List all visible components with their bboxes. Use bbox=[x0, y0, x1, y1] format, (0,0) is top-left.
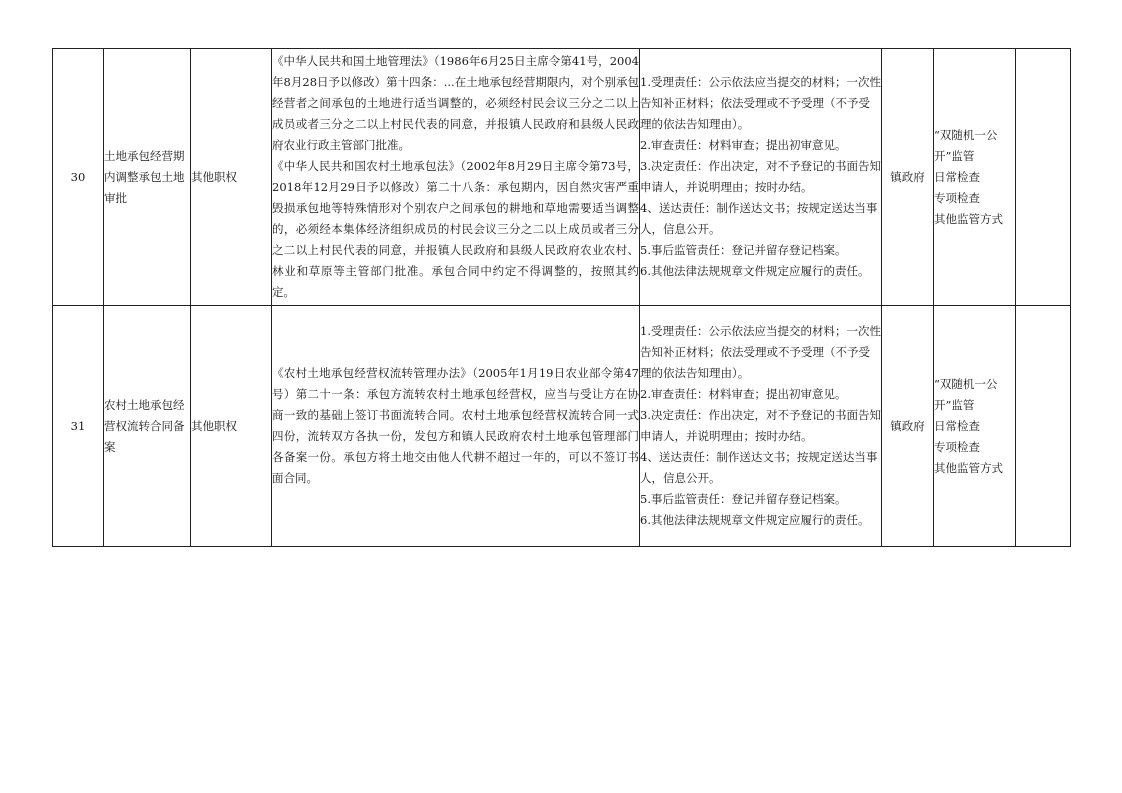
table-row bbox=[53, 49, 1071, 306]
row-number: 31 bbox=[53, 306, 104, 547]
row-number: 30 bbox=[53, 49, 104, 306]
responsibility-item: 6.其他法律法规规章文件规定应履行的责任。 bbox=[640, 513, 870, 527]
responsibility-item: 5.事后监管责任：登记并留存登记档案。 bbox=[640, 492, 847, 506]
implementing-organ: 镇政府 bbox=[882, 49, 934, 306]
power-type: 其他职权 bbox=[191, 306, 272, 547]
item-name: 土地承包经营期内调整承包土地审批 bbox=[104, 49, 191, 306]
responsibility-item: 3.决定责任：作出决定，对不予登记的书面告知申请人，并说明理由；按时办结。 bbox=[640, 159, 881, 194]
remark-cell bbox=[1016, 306, 1071, 547]
legal-basis bbox=[272, 49, 640, 306]
responsibility-item: 2.审查责任：材料审查；提出初审意见。 bbox=[640, 387, 847, 401]
table-row bbox=[53, 306, 1071, 547]
supervision-item: 专项检查 bbox=[934, 439, 980, 454]
power-type: 其他职权 bbox=[191, 49, 272, 306]
responsibility-item: 5.事后监管责任：登记并留存登记档案。 bbox=[640, 243, 847, 257]
supervision-item: 其他监管方式 bbox=[934, 211, 1003, 226]
basis-paragraph: 《中华人民共和国土地管理法》（1986年6月25日主席令第41号，2004年8月28日予以修改）第十四条：...在土地承包经营期限内，对个别承包经营者之间承包的土地进行适当调整的，必须经村民会议三分之二以上成员或者三分之二以上村民代表的同意，并报镇人民政府和县级人民政府农业行政主管部门批准。 bbox=[272, 54, 639, 152]
supervision-item: “双随机一公开”监管 bbox=[934, 376, 998, 412]
supervision-item: “双随机一公开”监管 bbox=[934, 127, 998, 163]
responsibility-list bbox=[640, 306, 882, 547]
supervision-methods bbox=[934, 49, 1016, 306]
legal-basis bbox=[272, 306, 640, 547]
implementing-organ: 镇政府 bbox=[882, 306, 934, 547]
responsibility-item: 1.受理责任：公示依法应当提交的材料；一次性告知补正材料；依法受理或不予受理（不予受理的依法告知理由）。 bbox=[640, 75, 881, 131]
responsibility-item: 1.受理责任：公示依法应当提交的材料；一次性告知补正材料；依法受理或不予受理（不予受理的依法告知理由）。 bbox=[640, 324, 881, 380]
supervision-item: 日常检查 bbox=[934, 169, 980, 184]
remark-cell bbox=[1016, 49, 1071, 306]
responsibility-item: 3.决定责任：作出决定，对不予登记的书面告知申请人，并说明理由；按时办结。 bbox=[640, 408, 881, 443]
power-list-table bbox=[52, 48, 1071, 547]
basis-paragraph: 《农村土地承包经营权流转管理办法》（2005年1月19日农业部令第47号）第二十一条：承包方流转农村土地承包经营权，应当与受让方在协商一致的基础上签订书面流转合同。农村土地承包经营权流转合同一式四份，流转双方各执一份，发包方和镇人民政府农村土地承包管理部门各备案一份。承包方将土地交由他人代耕不超过一年的，可以不签订书面合同。 bbox=[272, 366, 639, 485]
responsibility-item: 4、送达责任：制作送达文书；按规定送达当事人，信息公开。 bbox=[640, 201, 878, 236]
responsibility-item: 4、送达责任：制作送达文书；按规定送达当事人，信息公开。 bbox=[640, 450, 878, 485]
responsibility-item: 6.其他法律法规规章文件规定应履行的责任。 bbox=[640, 264, 870, 278]
supervision-item: 其他监管方式 bbox=[934, 460, 1003, 475]
supervision-methods bbox=[934, 306, 1016, 547]
responsibility-item: 2.审查责任：材料审查；提出初审意见。 bbox=[640, 138, 847, 152]
item-name: 农村土地承包经营权流转合同备案 bbox=[104, 306, 191, 547]
supervision-item: 专项检查 bbox=[934, 190, 980, 205]
basis-paragraph: 《中华人民共和国农村土地承包法》（2002年8月29日主席令第73号，2018年12月29日予以修改）第二十八条：承包期内，因自然灾害严重毁损承包地等特殊情形对个别农户之间承包的耕地和草地需要适当调整的，必须经本集体经济组织成员的村民会议三分之二以上成员或者三分之二以上村民代表的同意，并报镇人民政府和县级人民政府农业农村、林业和草原等主管部门批准。承包合同中约定不得调整的，按照其约定。 bbox=[272, 159, 639, 299]
responsibility-list bbox=[640, 49, 882, 306]
supervision-item: 日常检查 bbox=[934, 418, 980, 433]
